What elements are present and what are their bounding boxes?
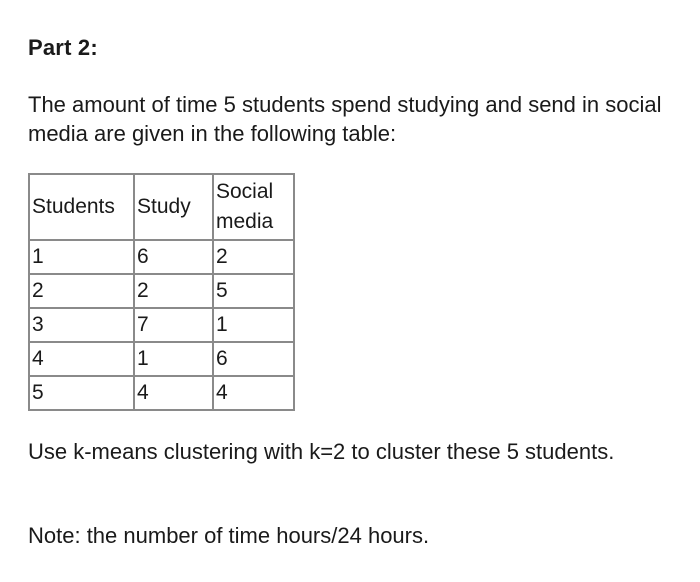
part-heading: Part 2: <box>28 35 98 60</box>
cell-social-media: 2 <box>213 240 294 274</box>
table-row <box>29 274 294 308</box>
cell-social-media: 4 <box>213 376 294 410</box>
cell-study: 1 <box>134 342 213 376</box>
cell-social-media: 1 <box>213 308 294 342</box>
table-row <box>29 376 294 410</box>
student-time-table <box>28 173 295 411</box>
intro-paragraph: The amount of time 5 students spend studying and send in social media are given in the following table: <box>28 92 662 146</box>
instruction-paragraph: Use k-means clustering with k=2 to cluster these 5 students. <box>28 439 615 464</box>
cell-social-media: 5 <box>213 274 294 308</box>
cell-study: 4 <box>134 376 213 410</box>
cell-study: 6 <box>134 240 213 274</box>
cell-student: 2 <box>29 274 134 308</box>
cell-student: 3 <box>29 308 134 342</box>
header-social-media: Social media <box>213 174 294 240</box>
header-students: Students <box>29 174 134 240</box>
cell-social-media: 6 <box>213 342 294 376</box>
cell-student: 5 <box>29 376 134 410</box>
table-header-row <box>29 174 294 240</box>
cell-study: 2 <box>134 274 213 308</box>
header-study: Study <box>134 174 213 240</box>
note-paragraph: Note: the number of time hours/24 hours. <box>28 523 430 548</box>
table-row <box>29 240 294 274</box>
table-row <box>29 342 294 376</box>
cell-study: 7 <box>134 308 213 342</box>
cell-student: 4 <box>29 342 134 376</box>
table-row <box>29 308 294 342</box>
cell-student: 1 <box>29 240 134 274</box>
